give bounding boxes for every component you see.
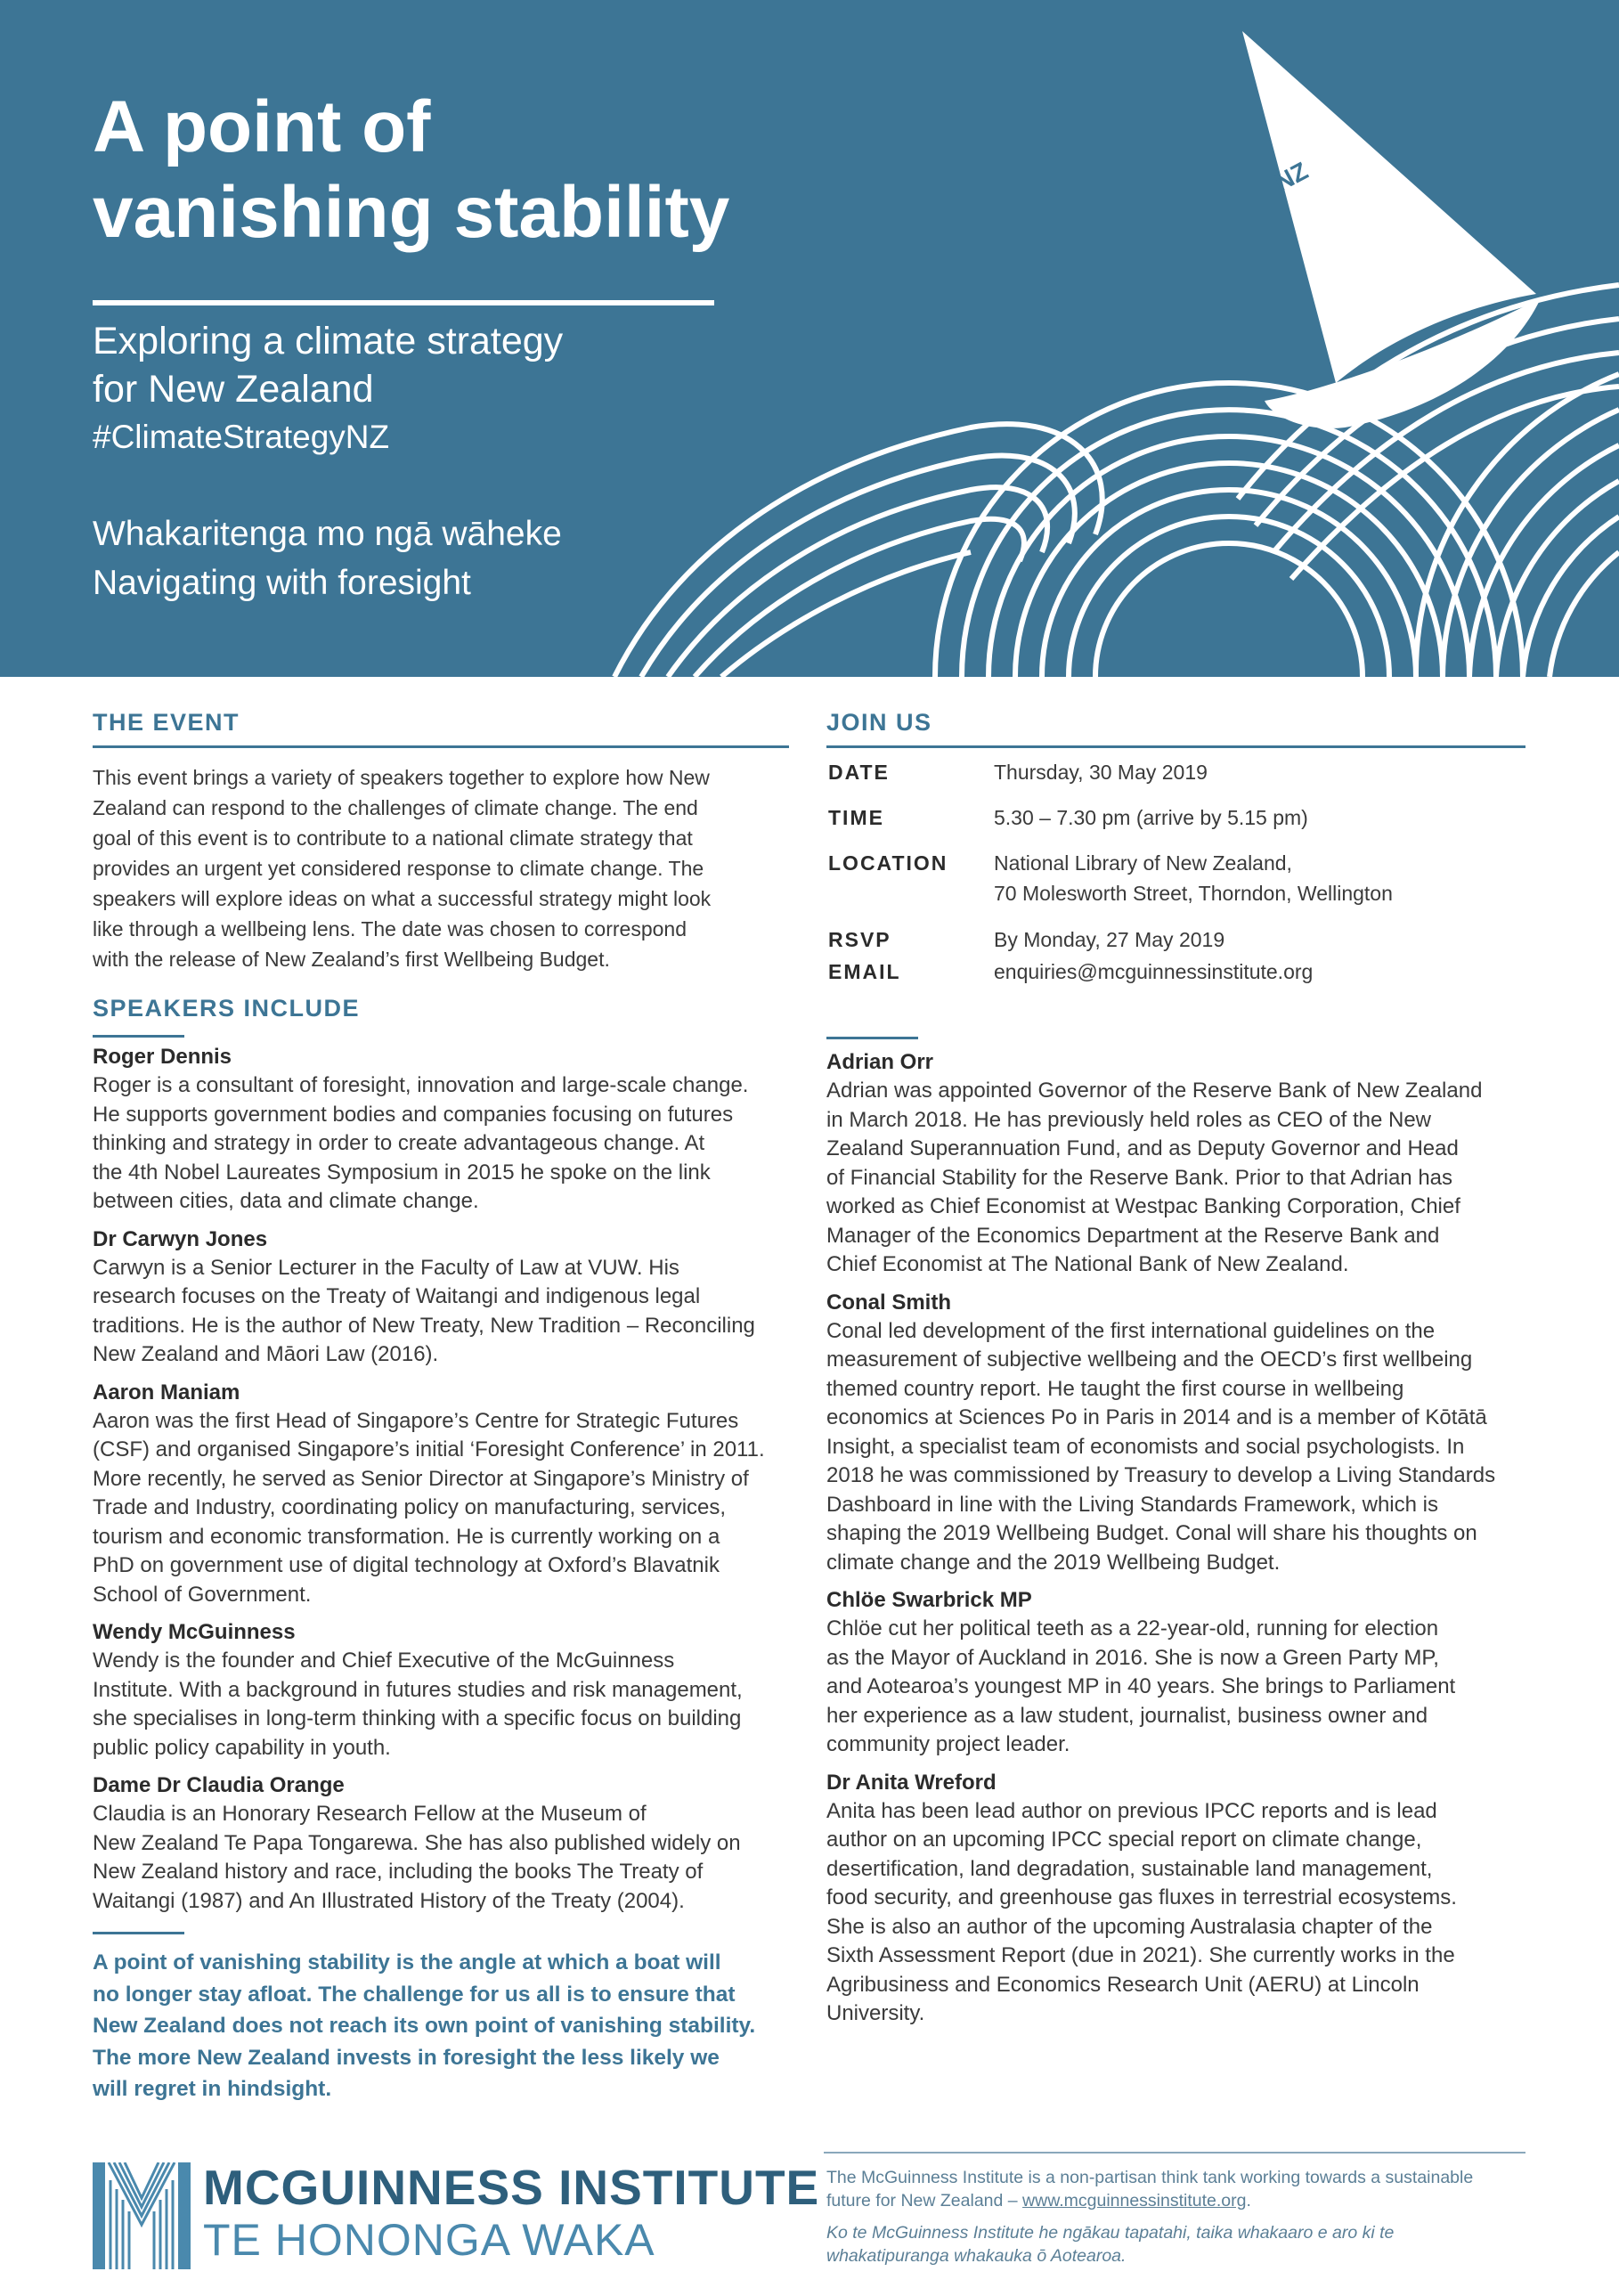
speakers-list-right: [826, 1048, 1539, 2029]
time-value: 5.30 – 7.30 pm (arrive by 5.15 pm): [994, 806, 1308, 829]
speaker-bio: [826, 1077, 1539, 1280]
speaker-name: Dr Carwyn Jones: [93, 1226, 268, 1251]
text-line: will regret in hindsight.: [93, 2077, 332, 2101]
subtitle-line-1: Exploring a climate strategy: [93, 320, 564, 362]
bio-line: public policy capability in youth.: [93, 1735, 391, 1760]
bio-line: in March 2018. He has previously held roles as CEO of the New: [826, 1107, 1431, 1132]
footer-about-prefix: future for New Zealand –: [826, 2191, 1023, 2211]
bio-line: Anita has been lead author on previous IPCC reports and is lead: [826, 1798, 1437, 1823]
speaker-entry: [93, 1043, 805, 1217]
title-divider: [93, 300, 714, 305]
bio-line: Aaron was the first Head of Singapore’s Centre for Strategic Futures: [93, 1408, 739, 1433]
speaker-entry: [826, 1586, 1539, 1760]
footer-about: [826, 2166, 1530, 2212]
text-line: The more New Zealand invests in foresight the less likely we: [93, 2045, 720, 2070]
speaker-entry: [93, 1618, 805, 1763]
speaker-bio: [93, 1071, 805, 1217]
speaker-bio: [826, 1317, 1539, 1578]
hashtag: #ClimateStrategyNZ: [93, 419, 390, 455]
bio-line: Dashboard in line with the Living Standards Framework, which is: [826, 1492, 1438, 1517]
speaker-entry: [826, 1289, 1539, 1578]
bio-line: research focuses on the Treaty of Waitangi and indigenous legal: [93, 1284, 701, 1308]
bio-line: Roger is a consultant of foresight, innovation and large-scale change.: [93, 1073, 749, 1097]
speaker-name: Aaron Maniam: [93, 1380, 240, 1404]
text-line: no longer stay afloat. The challenge for us all is to ensure that: [93, 1982, 736, 2007]
speaker-name: Roger Dennis: [93, 1045, 232, 1069]
header-banner: [0, 0, 1619, 677]
speaker-entry: [826, 1048, 1539, 1280]
text-line: Zealand can respond to the challenges of climate change. The end: [93, 796, 698, 819]
logo-wordmark: MCGUINNESS INSTITUTE: [203, 2160, 820, 2215]
bio-line: tourism and economic transformation. He is currently working on a: [93, 1524, 720, 1549]
speaker-entry: [93, 1771, 805, 1916]
bio-line: thinking and strategy in order to create advantageous change. At: [93, 1131, 705, 1155]
left-column: [93, 709, 805, 2105]
bio-line: She is also an author of the upcoming Australasia chapter of the: [826, 1914, 1433, 1939]
bio-line: University.: [826, 2001, 925, 2025]
website-link[interactable]: www.mcguinnessinstitute.org: [1022, 2191, 1247, 2211]
speaker-bio: [93, 1254, 805, 1370]
time-label: TIME: [828, 806, 884, 829]
text-line: speakers will explore ideas on what a successful strategy might look: [93, 887, 712, 910]
rsvp-label: RSVP: [828, 928, 891, 951]
footer-about-line-1: The McGuinness Institute is a non-partisan think tank working towards a sustainable: [826, 2168, 1474, 2187]
speaker-name: Dame Dr Claudia Orange: [93, 1773, 345, 1797]
speaker-name: Dr Anita Wreford: [826, 1770, 997, 1795]
bio-line: More recently, he served as Senior Director at Singapore’s Ministry of: [93, 1466, 749, 1491]
speaker-bio: [826, 1797, 1539, 2029]
logo-maori-wordmark: TE HONONGA WAKA: [203, 2215, 655, 2265]
email-link[interactable]: enquiries@mcguinnessinstitute.org: [994, 960, 1314, 983]
title-line-2: vanishing stability: [93, 172, 730, 253]
date-label: DATE: [828, 761, 890, 784]
bio-line: themed country report. He taught the first course in wellbeing: [826, 1376, 1404, 1401]
bio-line: shaping the 2019 Wellbeing Budget. Conal will share his thoughts on: [826, 1521, 1477, 1545]
quote-rule: [93, 1932, 184, 1934]
event-heading-rule: [93, 745, 789, 748]
footer-about-line-2: [826, 2189, 1530, 2212]
location-value: [994, 848, 1393, 908]
bio-line: Carwyn is a Senior Lecturer in the Faculty of Law at VUW. His: [93, 1255, 679, 1280]
bio-line: Insight, a specialist team of economists and social psychologists. In: [826, 1434, 1465, 1459]
bio-line: Wendy is the founder and Chief Executive of the McGuinness: [93, 1649, 675, 1673]
event-details: [826, 757, 1539, 997]
text-line: like through a wellbeing lens. The date was chosen to correspond: [93, 917, 687, 940]
bio-line: desertification, land degradation, sustainable land management,: [826, 1856, 1433, 1881]
bio-line: author on an upcoming IPCC special report on climate change,: [826, 1828, 1422, 1852]
vanishing-stability-quote: [93, 1947, 805, 2105]
rsvp-value: By Monday, 27 May 2019: [994, 928, 1225, 951]
subtitle-block: [93, 317, 563, 461]
bio-line: food security, and greenhouse gas fluxes in terrestrial ecosystems.: [826, 1885, 1457, 1909]
bio-line: worked as Chief Economist at Westpac Banking Corporation, Chief: [826, 1194, 1460, 1218]
subtitle-line-2: for New Zealand: [93, 368, 374, 411]
speaker-entry: [93, 1379, 805, 1610]
text-line: provides an urgent yet considered response to climate change. The: [93, 857, 704, 880]
join-heading: JOIN US: [826, 709, 932, 736]
footer-maori: [826, 2221, 1530, 2268]
footer-divider: [824, 2152, 1525, 2154]
speaker-entry: [826, 1769, 1539, 2029]
bio-line: traditions. He is the author of New Treaty, New Tradition – Reconciling: [93, 1313, 755, 1338]
speaker-name: Conal Smith: [826, 1290, 952, 1315]
bio-line: of Financial Stability for the Reserve Bank. Prior to that Adrian has: [826, 1165, 1453, 1190]
bio-line: her experience as a law student, journalist, business owner and: [826, 1703, 1428, 1728]
bio-line: the 4th Nobel Laureates Symposium in 2015 he spoke on the link: [93, 1160, 711, 1185]
bio-line: community project leader.: [826, 1732, 1070, 1756]
speaker-name: Adrian Orr: [826, 1050, 934, 1074]
right-speakers-rule: [826, 1037, 918, 1039]
speakers-heading: SPEAKERS INCLUDE: [93, 995, 361, 1022]
location-line-1: National Library of New Zealand,: [994, 851, 1292, 875]
speaker-bio: [93, 1407, 805, 1610]
maori-tagline: Whakaritenga mo ngā wāheke: [93, 515, 562, 553]
speaker-bio: [826, 1615, 1539, 1760]
bio-line: School of Government.: [93, 1582, 312, 1607]
event-description: [93, 762, 805, 974]
english-tagline: Navigating with foresight: [93, 564, 471, 602]
bio-line: Zealand Superannuation Fund, and as Deputy Governor and Head: [826, 1136, 1459, 1160]
speaker-name: Chlöe Swarbrick MP: [826, 1588, 1032, 1612]
bio-line: as the Mayor of Auckland in 2016. She is now a Green Party MP,: [826, 1645, 1439, 1670]
bio-line: Institute. With a background in futures studies and risk management,: [93, 1677, 743, 1702]
date-value: Thursday, 30 May 2019: [994, 761, 1208, 784]
speakers-list-left: [93, 1043, 805, 1916]
bio-line: Conal led development of the first international guidelines on the: [826, 1318, 1436, 1343]
bio-line: and Aotearoa’s youngest MP in 40 years. She brings to Parliament: [826, 1674, 1456, 1698]
speakers-heading-rule: [93, 1035, 184, 1038]
bio-line: (CSF) and organised Singapore’s initial ‘Foresight Conference’ in 2011.: [93, 1437, 765, 1461]
bio-line: Chief Economist at The National Bank of New Zealand.: [826, 1252, 1349, 1276]
bio-line: New Zealand Te Papa Tongarewa. She has also published widely on: [93, 1830, 741, 1855]
bio-line: between cities, data and climate change.: [93, 1189, 479, 1213]
sail-nz-label: NZ: [1270, 156, 1313, 197]
text-line: New Zealand does not reach its own point of vanishing stability.: [93, 2014, 756, 2038]
text-line: A point of vanishing stability is the angle at which a boat will: [93, 1950, 721, 1974]
email-label: EMAIL: [828, 960, 901, 983]
bio-line: Manager of the Economics Department at the Reserve Bank and: [826, 1223, 1440, 1248]
join-heading-rule: [826, 745, 1525, 748]
bio-line: Sixth Assessment Report (due in 2021). She currently works in the: [826, 1943, 1455, 1967]
footer-about-suffix: .: [1246, 2191, 1251, 2211]
bio-line: Agribusiness and Economics Research Unit (AERU) at Lincoln: [826, 1972, 1420, 1997]
location-label: LOCATION: [828, 851, 948, 875]
footer-maori-line-2: whakatipuranga whakauka ō Aotearoa.: [826, 2246, 1127, 2266]
tagline-block: [93, 509, 562, 607]
location-line-2: 70 Molesworth Street, Thorndon, Wellington: [994, 882, 1393, 905]
speaker-name: Wendy McGuinness: [93, 1620, 296, 1644]
text-line: goal of this event is to contribute to a national climate strategy that: [93, 826, 693, 850]
footer-maori-line-1: Ko te McGuinness Institute he ngākau tapatahi, taika whakaaro e aro ki te: [826, 2223, 1395, 2243]
bio-line: Claudia is an Honorary Research Fellow at the Museum of: [93, 1802, 647, 1826]
bio-line: Adrian was appointed Governor of the Reserve Bank of New Zealand: [826, 1079, 1483, 1103]
mcguinness-m-logo-icon: [93, 2162, 191, 2269]
bio-line: PhD on government use of digital technology at Oxford’s Blavatnik: [93, 1553, 720, 1577]
speaker-entry: [93, 1225, 805, 1370]
bio-line: measurement of subjective wellbeing and the OECD’s first wellbeing: [826, 1347, 1473, 1372]
speaker-bio: [93, 1800, 805, 1916]
event-heading: THE EVENT: [93, 709, 240, 736]
text-line: This event brings a variety of speakers together to explore how New: [93, 766, 710, 789]
page-title: [93, 85, 858, 256]
bio-line: New Zealand history and race, including the books The Treaty of: [93, 1860, 704, 1884]
bio-line: Chlöe cut her political teeth as a 22-year-old, running for election: [826, 1616, 1439, 1641]
bio-line: Trade and Industry, coordinating policy on manufacturing, services,: [93, 1495, 727, 1519]
bio-line: she specialises in long-term thinking with a specific focus on building: [93, 1706, 742, 1730]
text-line: with the release of New Zealand’s first Wellbeing Budget.: [93, 948, 610, 971]
right-column: [826, 709, 1539, 2038]
bio-line: 2018 he was commissioned by Treasury to develop a Living Standards: [826, 1463, 1496, 1487]
bio-line: economics at Sciences Po in Paris in 2014 and is a member of Kōtātā: [826, 1405, 1487, 1429]
speaker-bio: [93, 1647, 805, 1763]
bio-line: Waitangi (1987) and An Illustrated History of the Treaty (2004).: [93, 1888, 685, 1913]
title-line-1: A point of: [93, 86, 431, 167]
bio-line: He supports government bodies and companies focusing on futures: [93, 1102, 734, 1127]
bio-line: climate change and the 2019 Wellbeing Budget.: [826, 1550, 1281, 1575]
bio-line: New Zealand and Māori Law (2016).: [93, 1342, 439, 1366]
